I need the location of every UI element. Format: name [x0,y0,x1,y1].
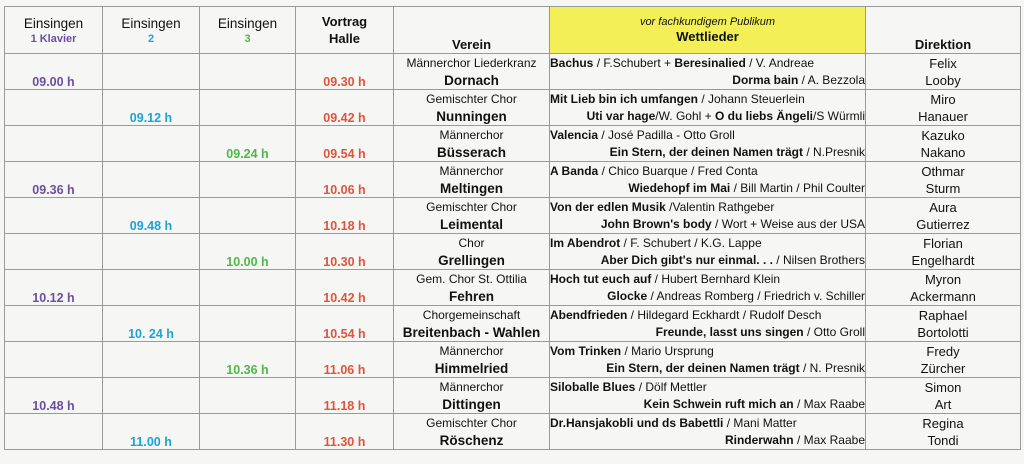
table-row [5,162,1021,198]
einsingen-2-time: 09.48 h [103,198,200,234]
direktion-cell [866,198,1021,234]
vortrag-time: 10.30 h [296,234,394,270]
song-line-1 [550,127,865,144]
song-title: Aber Dich gibt's nur einmal. . . [600,252,773,267]
vortrag-time: 11.18 h [296,378,394,414]
song-title: Dorma bain [732,72,799,87]
einsingen-1-time [5,90,103,126]
header-wettlieder [550,7,866,54]
song-credit: / Max Raabe [793,432,865,447]
einsingen-1-time [5,306,103,342]
direktion-cell [866,378,1021,414]
direktion-first-name: Simon [924,379,962,395]
direktion-last-name: Art [934,396,952,412]
song-title: Freunde, lasst uns singen [655,324,804,339]
einsingen-1-time: 09.00 h [5,54,103,90]
einsingen-1-time: 10.12 h [5,270,103,306]
table-row [5,306,1021,342]
song-credit: / Chico Buarque / Fred Conta [598,163,758,178]
song-line-2 [550,216,865,233]
song-title: Siloballe Blues [550,379,636,394]
song-title: Rinderwahn [724,432,794,447]
verein-type: Männerchor [439,127,504,142]
song-line-2 [550,396,865,413]
song-credit: / Hildegard Eckhardt / Rudolf Desch [627,307,822,322]
direktion-cell [866,342,1021,378]
vortrag-time: 09.54 h [296,126,394,162]
verein-type: Gemischter Chor [426,199,517,214]
song-title: Glocke [607,288,648,303]
header-einsingen-2-title: Einsingen [121,15,181,31]
einsingen-2-time [103,342,200,378]
song-credit: / Bill Martin / Phil Coulter [730,180,865,195]
einsingen-2-time: 10. 24 h [103,306,200,342]
einsingen-3-time [200,162,296,198]
header-einsingen-2-sub: 2 [147,32,155,45]
verein-cell [394,126,550,162]
verein-type: Männerchor [439,343,504,358]
einsingen-3-time [200,90,296,126]
direktion-last-name: Gutierrez [916,216,970,232]
direktion-last-name: Nakano [920,144,966,160]
header-vortrag-halle [296,7,394,54]
song-credit: / A. Bezzola [798,72,865,87]
song-title: A Banda [550,163,599,178]
einsingen-2-time [103,126,200,162]
song-credit: / N.Presnik [802,144,865,159]
song-title: Valencia [550,127,599,142]
verein-name: Nunningen [436,108,507,124]
header-vortrag-line2: Halle [328,31,361,46]
direktion-first-name: Florian [923,235,963,251]
einsingen-2-time [103,270,200,306]
direktion-first-name: Fredy [926,343,960,359]
song-line-1 [550,415,865,432]
table-row [5,126,1021,162]
verein-type: Gemischter Chor [426,91,517,106]
song-title: Wiedehopf im Mai [628,180,731,195]
einsingen-3-time: 10.00 h [200,234,296,270]
einsingen-1-time [5,198,103,234]
song-title: Im Abendrot [550,235,621,250]
vortrag-time: 09.30 h [296,54,394,90]
verein-cell [394,198,550,234]
verein-cell [394,162,550,198]
verein-cell [394,342,550,378]
song-title: Ein Stern, der deinen Namen trägt [609,144,803,159]
table-row [5,234,1021,270]
song-credit: / Dölf Mettler [635,379,707,394]
song-title: Von der edlen Musik [550,199,666,214]
schedule-table [4,6,1021,450]
table-row [5,414,1021,450]
einsingen-3-time [200,306,296,342]
einsingen-3-time [200,378,296,414]
song-credit: / Nilsen Brothers [772,252,865,267]
song-line-1 [550,307,865,324]
header-einsingen-3-title: Einsingen [217,15,278,31]
song-line-1 [550,343,865,360]
verein-type: Gemischter Chor [426,415,517,430]
vortrag-time: 09.42 h [296,90,394,126]
song-credit: /Valentin Rathgeber [665,199,775,214]
header-einsingen-3-sub: 3 [244,32,251,45]
verein-cell [394,90,550,126]
song-line-1 [550,55,865,72]
header-einsingen-1-title: Einsingen [23,15,84,31]
header-einsingen-1-sub: 1 Klavier [30,32,77,45]
wettlieder-cell [550,54,866,90]
direktion-last-name: Zürcher [920,360,966,376]
song-line-2 [550,72,865,89]
header-wettlieder-note: vor fachkundigem Publikum [639,16,776,28]
verein-type: Männerchor [439,379,504,394]
direktion-first-name: Felix [929,55,957,71]
einsingen-2-time: 09.12 h [103,90,200,126]
song-line-1 [550,235,865,252]
wettlieder-cell [550,414,866,450]
song-line-2 [550,288,865,305]
song-title: Kein Schwein ruft mich an [643,396,794,411]
verein-name: Büsserach [436,144,507,160]
verein-type: Chor [458,235,485,250]
song-credit: / V. Andreae [745,55,815,70]
wettlieder-cell [550,234,866,270]
verein-type: Männerchor [439,163,504,178]
song-credit: / Johann Steuerlein [698,91,805,106]
direktion-first-name: Raphael [918,307,968,323]
verein-cell [394,306,550,342]
einsingen-3-time [200,198,296,234]
song-credit: / Otto Groll [803,324,865,339]
song-credit: /S Würmli [813,108,865,123]
song-credit: / F.Schubert + [593,55,675,70]
direktion-cell [866,90,1021,126]
direktion-last-name: Looby [925,72,961,88]
song-line-2 [550,432,865,449]
einsingen-3-time [200,414,296,450]
song-title: John Brown's body [600,216,712,231]
song-credit: / Wort + Weise aus der USA [711,216,865,231]
direktion-last-name: Bortolotti [917,324,969,340]
direktion-first-name: Myron [924,271,962,287]
song-line-1 [550,91,865,108]
song-line-2 [550,324,865,341]
song-title: Abendfrieden [550,307,628,322]
wettlieder-cell [550,198,866,234]
verein-cell [394,270,550,306]
einsingen-1-time [5,342,103,378]
vortrag-time: 10.42 h [296,270,394,306]
einsingen-1-time: 09.36 h [5,162,103,198]
direktion-cell [866,414,1021,450]
verein-name: Breitenbach - Wahlen [402,324,541,340]
song-credit: / Mani Matter [723,415,797,430]
header-verein [394,7,550,54]
wettlieder-cell [550,378,866,414]
song-credit: / Mario Ursprung [621,343,714,358]
einsingen-1-time [5,126,103,162]
song-title: Uti var hage [586,108,656,123]
wettlieder-cell [550,342,866,378]
einsingen-3-time [200,270,296,306]
direktion-cell [866,270,1021,306]
wettlieder-cell [550,306,866,342]
verein-name: Grellingen [438,252,505,268]
einsingen-1-time: 10.48 h [5,378,103,414]
header-einsingen-2 [103,7,200,54]
song-credit: / Andreas Romberg / Friedrich v. Schiller [647,288,865,303]
song-credit: / N. Presnik [799,360,865,375]
vortrag-time: 10.54 h [296,306,394,342]
verein-cell [394,54,550,90]
direktion-first-name: Regina [922,415,964,431]
einsingen-1-time [5,234,103,270]
schedule-body [5,54,1021,450]
einsingen-3-time: 09.24 h [200,126,296,162]
direktion-last-name: Sturm [925,180,961,196]
header-einsingen-3 [200,7,296,54]
vortrag-time: 11.30 h [296,414,394,450]
song-line-2 [550,360,865,377]
song-credit: / Max Raabe [793,396,865,411]
direktion-cell [866,306,1021,342]
wettlieder-cell [550,90,866,126]
table-row [5,90,1021,126]
song-title: Mit Lieb bin ich umfangen [550,91,698,106]
direktion-last-name: Hanauer [918,108,968,124]
header-einsingen-1 [5,7,103,54]
direktion-first-name: Othmar [921,163,965,179]
song-credit: / F. Schubert / K.G. Lappe [620,235,762,250]
verein-name: Dornach [444,72,499,88]
header-direktion [866,7,1021,54]
einsingen-2-time [103,378,200,414]
einsingen-3-time: 10.36 h [200,342,296,378]
song-line-1 [550,199,865,216]
direktion-first-name: Miro [930,91,956,107]
wettlieder-cell [550,126,866,162]
direktion-last-name: Tondi [927,432,959,448]
header-row [5,7,1021,54]
song-credit: / Hubert Bernhard Klein [651,271,781,286]
direktion-last-name: Engelhardt [911,252,975,268]
verein-name: Dittingen [442,396,501,412]
header-wettlieder-title: Wettlieder [676,29,739,44]
direktion-cell [866,234,1021,270]
song-credit: / José Padilla - Otto Groll [598,127,735,142]
song-line-2 [550,252,865,269]
verein-name: Röschenz [439,432,504,448]
song-line-2 [550,108,865,125]
einsingen-2-time [103,54,200,90]
song-title: Bachus [550,55,594,70]
header-vortrag-line1: Vortrag [321,14,368,29]
verein-type: Gem. Chor St. Ottilia [416,271,527,286]
verein-type: Chorgemeinschaft [422,307,521,322]
verein-name: Leimental [439,216,504,232]
header-verein-label: Verein [451,37,492,52]
einsingen-2-time: 11.00 h [103,414,200,450]
direktion-first-name: Aura [929,199,957,215]
verein-cell [394,234,550,270]
verein-name: Himmelried [434,360,509,376]
song-line-2 [550,180,865,197]
direktion-first-name: Kazuko [921,127,965,143]
table-row [5,342,1021,378]
table-row [5,378,1021,414]
direktion-last-name: Ackermann [910,288,976,304]
direktion-cell [866,126,1021,162]
song-line-1 [550,163,865,180]
song-line-1 [550,271,865,288]
einsingen-3-time [200,54,296,90]
vortrag-time: 10.06 h [296,162,394,198]
table-row [5,270,1021,306]
song-title: Beresinalied [674,55,746,70]
einsingen-2-time [103,162,200,198]
song-line-2 [550,144,865,161]
verein-cell [394,378,550,414]
verein-name: Fehren [448,288,494,304]
direktion-cell [866,162,1021,198]
header-direktion-label: Direktion [914,37,972,52]
song-credit: /W. Gohl + [655,108,715,123]
wettlieder-cell [550,162,866,198]
song-title: O du liebs Ängeli [714,108,813,123]
direktion-cell [866,54,1021,90]
song-line-1 [550,379,865,396]
table-row [5,54,1021,90]
song-title: Dr.Hansjakobli und ds Babettli [550,415,724,430]
vortrag-time: 11.06 h [296,342,394,378]
verein-cell [394,414,550,450]
table-row [5,198,1021,234]
song-title: Vom Trinken [550,343,622,358]
wettlieder-cell [550,270,866,306]
song-title: Ein Stern, der deinen Namen trägt [606,360,800,375]
einsingen-2-time [103,234,200,270]
verein-name: Meltingen [440,180,503,196]
verein-type: Männerchor Liederkranz [406,55,537,70]
song-title: Hoch tut euch auf [550,271,652,286]
einsingen-1-time [5,414,103,450]
vortrag-time: 10.18 h [296,198,394,234]
